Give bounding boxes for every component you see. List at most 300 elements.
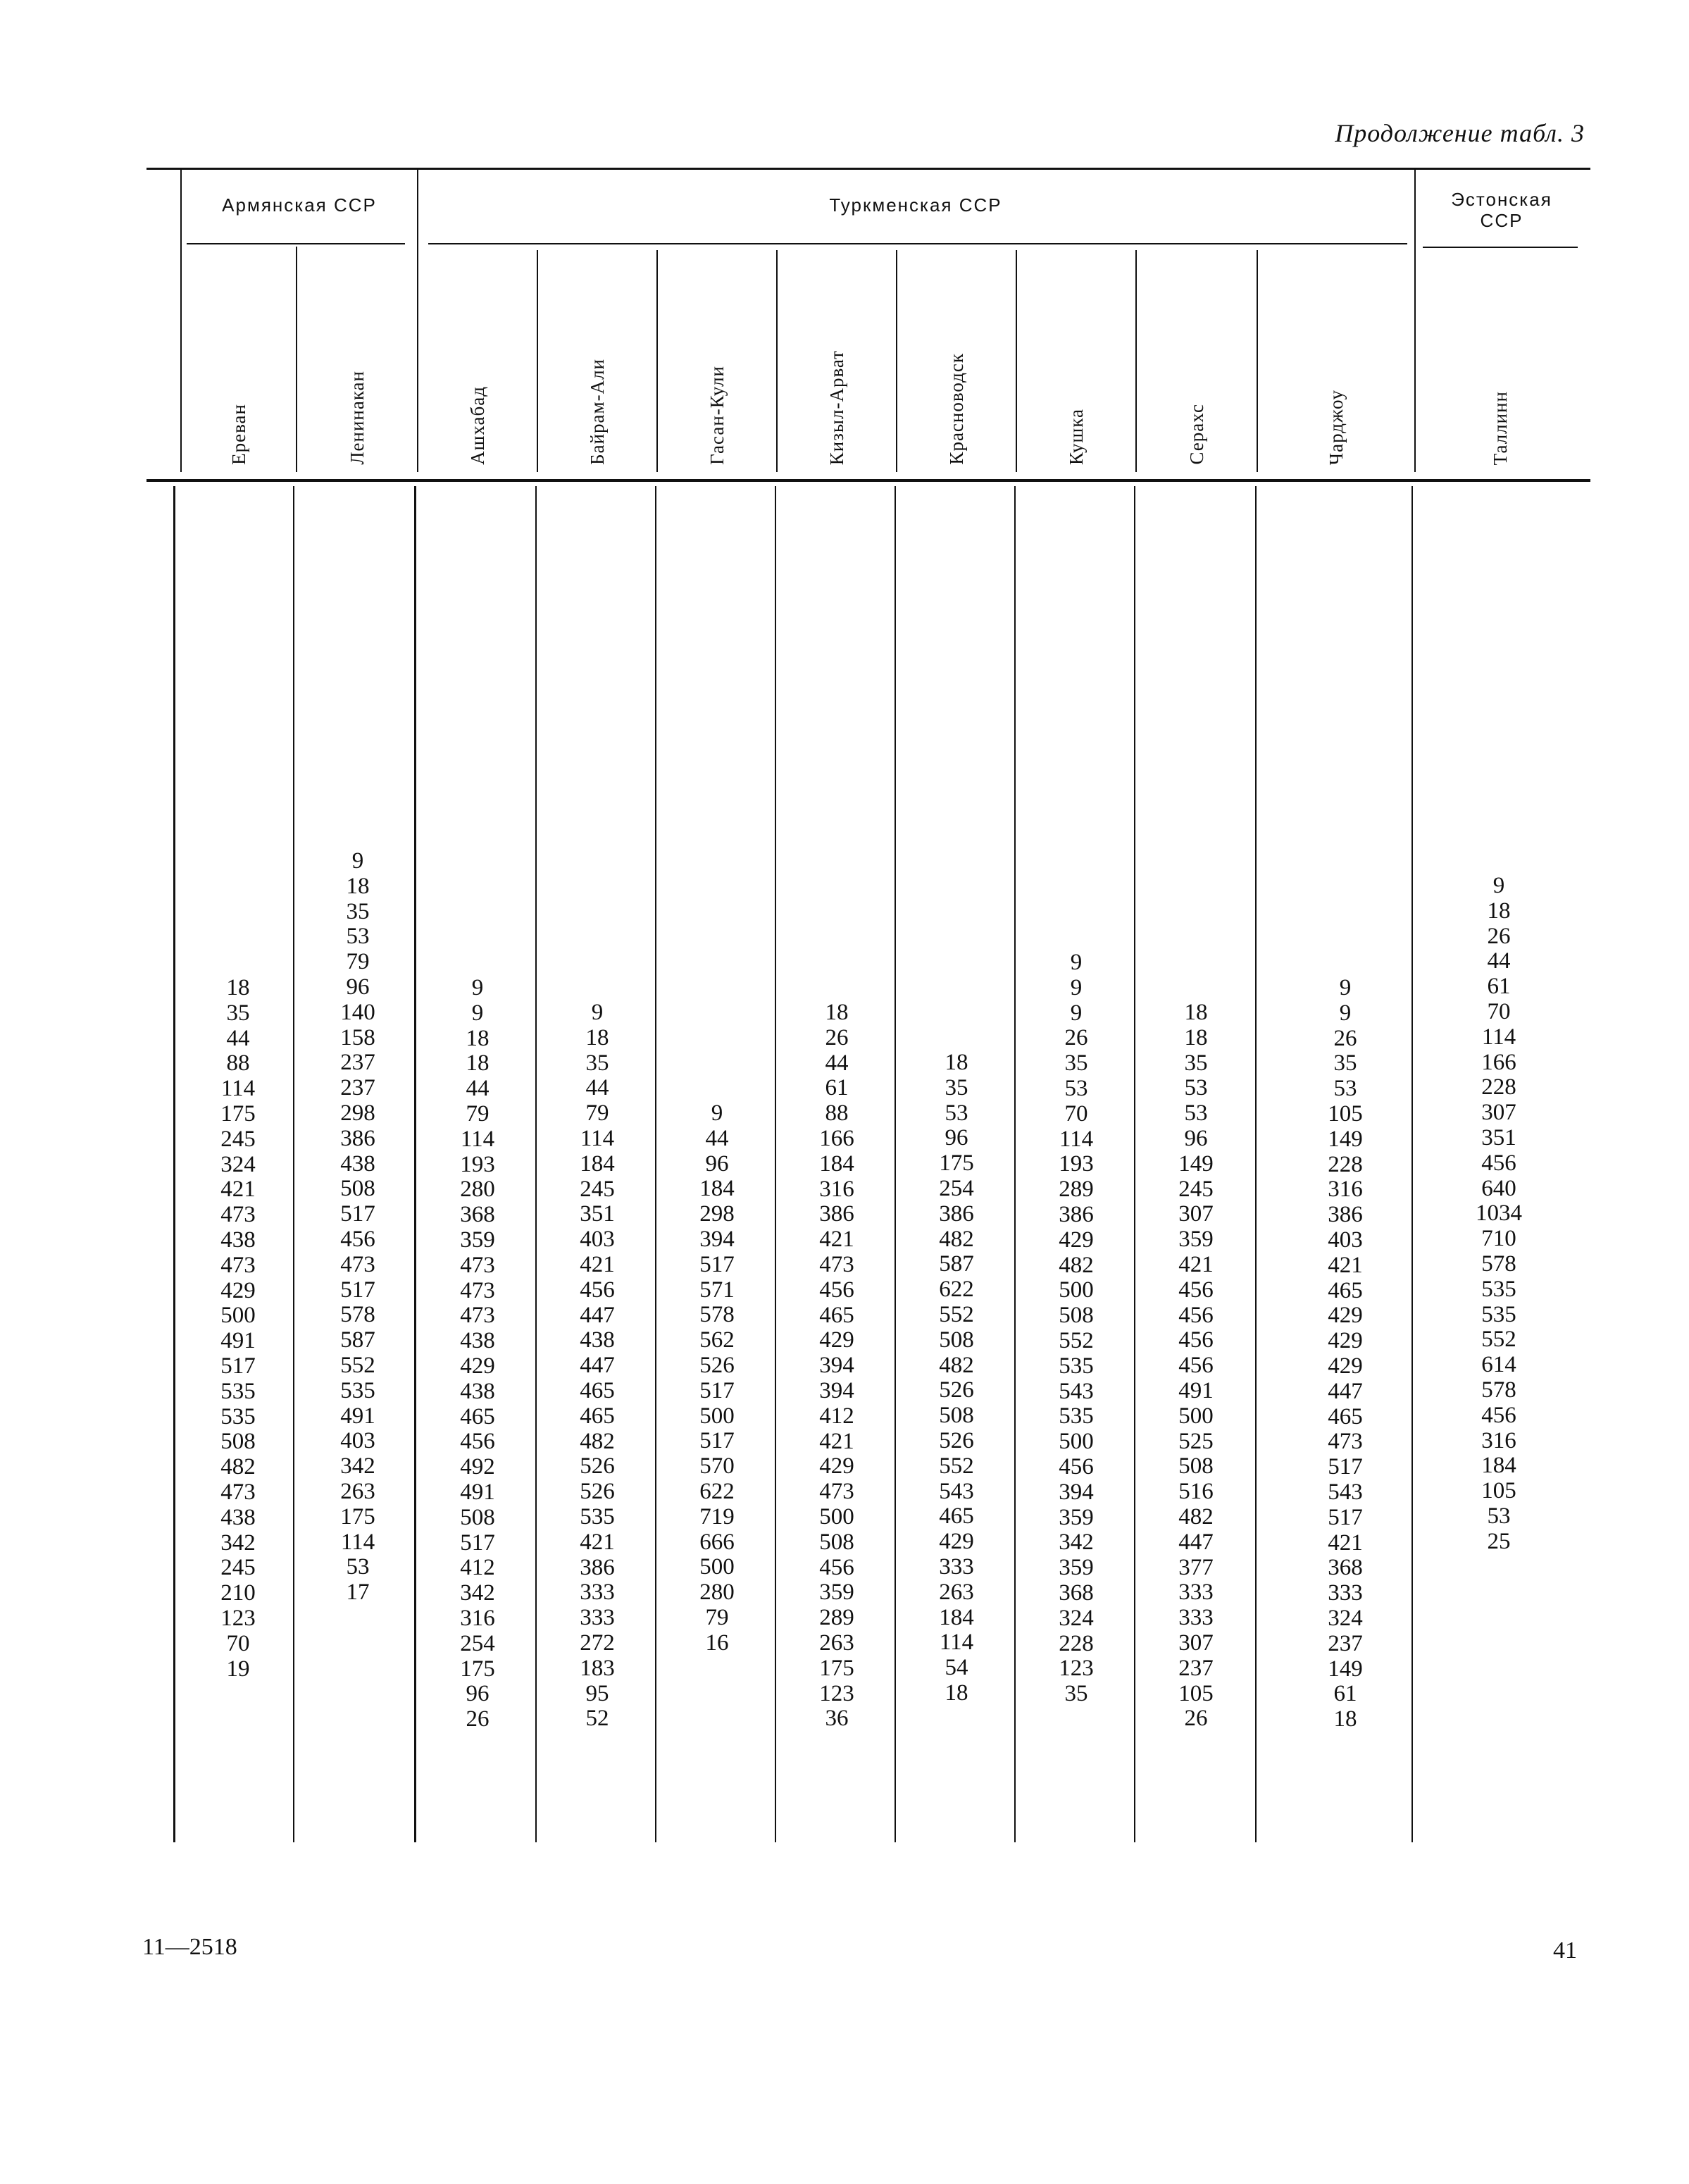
table-cell: 578 xyxy=(699,1302,735,1328)
armenia-group-rule xyxy=(187,243,405,244)
table-cell: 710 xyxy=(1481,1226,1516,1252)
table-cell: 149 xyxy=(1328,1126,1363,1152)
table-cell: 79 xyxy=(705,1604,729,1630)
table-cell: 17 xyxy=(346,1580,370,1606)
table-cell: 516 xyxy=(1178,1479,1214,1505)
data-column-gasan-kuli xyxy=(675,1101,759,1656)
table-cell: 175 xyxy=(220,1100,256,1127)
table-cell: 1034 xyxy=(1476,1200,1522,1227)
table-cell: 245 xyxy=(220,1555,256,1581)
table-cell: 342 xyxy=(460,1580,495,1606)
table-cell: 473 xyxy=(220,1252,256,1278)
table-cell: 298 xyxy=(340,1100,375,1126)
table-cell: 447 xyxy=(580,1302,615,1328)
table-cell: 482 xyxy=(939,1226,974,1252)
table-cell: 465 xyxy=(819,1302,854,1328)
table-cell: 543 xyxy=(1328,1479,1363,1505)
table-cell: 26 xyxy=(825,1024,849,1050)
column-header-kushka xyxy=(1017,254,1135,465)
table-cell: 61 xyxy=(825,1075,849,1101)
column-header-krasnovodsk xyxy=(897,254,1016,465)
table-cell: 359 xyxy=(1059,1504,1094,1530)
table-cell: 456 xyxy=(580,1277,615,1303)
column-header-label: Гасан-Кули xyxy=(706,366,728,465)
table-cell: 324 xyxy=(1328,1605,1363,1631)
table-cell: 44 xyxy=(825,1050,849,1076)
table-cell: 237 xyxy=(340,1050,375,1076)
column-header-label: Ереван xyxy=(228,404,249,465)
table-cell: 552 xyxy=(340,1352,375,1378)
table-cell: 53 xyxy=(1184,1100,1208,1127)
table-cell: 9 xyxy=(1070,1000,1083,1026)
table-cell: 316 xyxy=(819,1176,854,1202)
table-cell: 508 xyxy=(460,1504,495,1530)
column-header-bayram-ali xyxy=(538,254,656,465)
table-cell: 175 xyxy=(460,1656,495,1682)
table-cell: 394 xyxy=(819,1377,854,1403)
column-header-kizyl-arvat xyxy=(778,254,896,465)
column-header-label: Кизыл-Арват xyxy=(825,349,847,465)
table-cell: 123 xyxy=(220,1605,256,1631)
table-cell: 500 xyxy=(1178,1403,1214,1429)
table-cell: 482 xyxy=(580,1428,615,1454)
table-cell: 175 xyxy=(340,1503,375,1530)
column-header-yerevan xyxy=(182,254,296,465)
table-cell: 333 xyxy=(580,1580,615,1606)
table-cell: 438 xyxy=(220,1504,256,1530)
table-cell: 114 xyxy=(580,1125,615,1151)
table-cell: 526 xyxy=(939,1427,974,1453)
table-cell: 123 xyxy=(1059,1656,1094,1682)
table-cell: 535 xyxy=(1481,1301,1516,1327)
table-cell: 245 xyxy=(1178,1176,1214,1202)
table-cell: 114 xyxy=(340,1529,375,1555)
column-header-label: Байрам-Али xyxy=(586,359,608,465)
body-vrule xyxy=(293,486,294,1842)
table-cell: 307 xyxy=(1178,1201,1214,1227)
table-cell: 184 xyxy=(699,1176,735,1202)
table-cell: 508 xyxy=(939,1403,974,1429)
data-column-chardzhou xyxy=(1303,976,1388,1732)
table-cell: 272 xyxy=(580,1630,615,1656)
table-cell: 438 xyxy=(460,1328,495,1354)
table-cell: 535 xyxy=(220,1403,256,1429)
table-cell: 491 xyxy=(220,1328,256,1354)
column-header-label: Кушка xyxy=(1065,409,1087,465)
table-cell: 447 xyxy=(1178,1529,1214,1555)
table-cell: 587 xyxy=(340,1327,375,1353)
table-cell: 18 xyxy=(1184,1000,1208,1025)
table-cell: 535 xyxy=(220,1378,256,1404)
table-cell: 114 xyxy=(1481,1024,1516,1050)
table-cell: 482 xyxy=(939,1352,974,1378)
table-cell: 26 xyxy=(1333,1025,1357,1051)
table-cell: 184 xyxy=(819,1150,854,1177)
table-cell: 245 xyxy=(220,1126,256,1152)
table-cell: 9 xyxy=(1070,950,1083,975)
table-cell: 18 xyxy=(945,1050,968,1075)
table-cell: 552 xyxy=(939,1453,974,1479)
group-header-estonia xyxy=(1417,189,1586,231)
table-cell: 254 xyxy=(460,1630,495,1656)
table-cell: 35 xyxy=(226,1000,250,1026)
column-header-chardzhou xyxy=(1258,254,1414,465)
table-cell: 25 xyxy=(1487,1528,1511,1554)
table-cell: 526 xyxy=(939,1377,974,1403)
table-cell: 18 xyxy=(945,1680,968,1706)
page-number: 41 xyxy=(1553,1937,1577,1963)
table-cell: 316 xyxy=(1328,1177,1363,1203)
table-cell: 9 xyxy=(471,1000,484,1026)
table-cell: 421 xyxy=(1178,1251,1214,1277)
table-cell: 517 xyxy=(699,1428,735,1454)
table-cell: 535 xyxy=(1481,1276,1516,1302)
table-cell: 386 xyxy=(340,1125,375,1151)
column-header-ashkhabad xyxy=(418,254,537,465)
column-header-label: Чарджоу xyxy=(1325,389,1347,465)
top-rule xyxy=(147,168,1590,170)
table-cell: 359 xyxy=(1178,1227,1214,1253)
table-cell: 386 xyxy=(939,1200,974,1227)
table-cell: 473 xyxy=(460,1252,495,1278)
table-cell: 237 xyxy=(340,1075,375,1101)
table-cell: 508 xyxy=(939,1327,974,1353)
table-cell: 465 xyxy=(1328,1403,1363,1429)
table-cell: 403 xyxy=(1328,1227,1363,1253)
table-cell: 482 xyxy=(1059,1252,1094,1278)
table-cell: 52 xyxy=(585,1706,609,1732)
table-cell: 166 xyxy=(1481,1049,1516,1075)
table-cell: 535 xyxy=(580,1503,615,1530)
data-column-kushka xyxy=(1034,950,1118,1707)
table-cell: 473 xyxy=(460,1303,495,1329)
table-cell: 421 xyxy=(819,1428,854,1454)
table-cell: 54 xyxy=(945,1655,968,1681)
table-cell: 184 xyxy=(580,1150,615,1177)
table-cell: 517 xyxy=(1328,1504,1363,1530)
table-cell: 307 xyxy=(1481,1100,1516,1126)
table-cell: 421 xyxy=(819,1227,854,1253)
group-header-estonia-line2: ССР xyxy=(1480,210,1523,231)
table-cell: 95 xyxy=(585,1680,609,1706)
table-cell: 508 xyxy=(220,1429,256,1455)
table-cell: 53 xyxy=(1333,1076,1357,1102)
table-cell: 526 xyxy=(699,1352,735,1378)
table-cell: 500 xyxy=(819,1503,854,1530)
table-cell: 9 xyxy=(591,1000,604,1025)
table-cell: 552 xyxy=(939,1301,974,1327)
table-cell: 622 xyxy=(699,1478,735,1504)
table-cell: 307 xyxy=(1178,1630,1214,1656)
table-cell: 473 xyxy=(1328,1429,1363,1455)
table-cell: 614 xyxy=(1481,1352,1516,1378)
table-cell: 421 xyxy=(220,1177,256,1203)
body-vrule xyxy=(895,486,896,1842)
table-cell: 333 xyxy=(1178,1605,1214,1631)
table-cell: 456 xyxy=(1178,1302,1214,1328)
table-cell: 123 xyxy=(819,1680,854,1706)
table-cell: 184 xyxy=(1481,1453,1516,1479)
table-cell: 61 xyxy=(1487,974,1511,1000)
body-vrule xyxy=(775,486,776,1842)
table-cell: 482 xyxy=(1178,1503,1214,1530)
column-header-label: Ашхабад xyxy=(466,386,488,465)
table-cell: 19 xyxy=(226,1656,250,1682)
table-cell: 35 xyxy=(1333,1050,1357,1077)
table-cell: 517 xyxy=(699,1377,735,1403)
data-column-tallinn xyxy=(1457,874,1541,1555)
column-header-serakhs xyxy=(1137,254,1257,465)
table-cell: 79 xyxy=(466,1100,490,1127)
table-cell: 456 xyxy=(819,1277,854,1303)
table-cell: 53 xyxy=(346,924,370,950)
table-cell: 210 xyxy=(220,1580,256,1606)
body-vrule xyxy=(1134,486,1135,1842)
table-cell: 166 xyxy=(819,1125,854,1151)
table-cell: 456 xyxy=(340,1226,375,1252)
table-cell: 26 xyxy=(1184,1706,1208,1732)
table-cell: 429 xyxy=(939,1529,974,1555)
table-cell: 35 xyxy=(1064,1681,1088,1707)
table-cell: 500 xyxy=(220,1303,256,1329)
table-cell: 140 xyxy=(340,999,375,1025)
table-cell: 53 xyxy=(1064,1075,1088,1101)
table-cell: 351 xyxy=(580,1201,615,1227)
column-header-tallinn xyxy=(1416,254,1585,465)
table-cell: 263 xyxy=(819,1630,854,1656)
table-cell: 500 xyxy=(699,1554,735,1580)
table-cell: 465 xyxy=(939,1503,974,1530)
table-cell: 53 xyxy=(1487,1503,1511,1529)
table-cell: 465 xyxy=(580,1403,615,1429)
table-cell: 368 xyxy=(1059,1580,1094,1606)
data-column-ashkhabad xyxy=(435,976,520,1732)
table-cell: 36 xyxy=(825,1706,849,1732)
table-cell: 473 xyxy=(220,1202,256,1228)
table-cell: 114 xyxy=(460,1126,495,1152)
table-cell: 456 xyxy=(819,1554,854,1580)
table-cell: 412 xyxy=(460,1555,495,1581)
table-cell: 394 xyxy=(699,1226,735,1252)
table-cell: 96 xyxy=(705,1150,729,1177)
column-header-gasan-kuli xyxy=(658,254,776,465)
table-cell: 500 xyxy=(1059,1429,1094,1455)
table-cell: 316 xyxy=(1481,1427,1516,1453)
table-cell: 18 xyxy=(585,1024,609,1050)
table-cell: 289 xyxy=(819,1605,854,1631)
table-cell: 175 xyxy=(939,1150,974,1177)
data-column-krasnovodsk xyxy=(914,1050,999,1706)
table-cell: 35 xyxy=(585,1050,609,1076)
table-cell: 421 xyxy=(580,1251,615,1277)
table-cell: 342 xyxy=(340,1453,375,1479)
table-cell: 517 xyxy=(220,1353,256,1379)
table-cell: 44 xyxy=(705,1125,729,1151)
table-cell: 421 xyxy=(1328,1530,1363,1556)
table-cell: 465 xyxy=(580,1377,615,1403)
table-cell: 324 xyxy=(220,1151,256,1177)
table-cell: 175 xyxy=(819,1655,854,1681)
table-cell: 35 xyxy=(1184,1050,1208,1076)
body-vrule xyxy=(1255,486,1257,1842)
table-cell: 587 xyxy=(939,1251,974,1277)
table-cell: 254 xyxy=(939,1175,974,1201)
table-cell: 18 xyxy=(825,1000,849,1025)
table-cell: 438 xyxy=(460,1378,495,1404)
body-vrule xyxy=(1411,486,1413,1842)
table-cell: 79 xyxy=(346,949,370,975)
table-cell: 289 xyxy=(1059,1177,1094,1203)
column-header-leninakan xyxy=(297,254,417,465)
table-cell: 105 xyxy=(1481,1478,1516,1504)
table-cell: 237 xyxy=(1178,1655,1214,1681)
table-cell: 96 xyxy=(346,974,370,1000)
table-cell: 535 xyxy=(1059,1353,1094,1379)
table-cell: 9 xyxy=(1070,974,1083,1000)
table-cell: 114 xyxy=(220,1076,256,1102)
table-cell: 525 xyxy=(1178,1428,1214,1454)
table-cell: 35 xyxy=(346,898,370,924)
table-cell: 394 xyxy=(819,1353,854,1379)
table-cell: 552 xyxy=(1059,1327,1094,1353)
table-cell: 26 xyxy=(466,1706,490,1732)
table-cell: 438 xyxy=(220,1227,256,1253)
table-cell: 44 xyxy=(226,1025,250,1051)
table-cell: 543 xyxy=(1059,1378,1094,1404)
table-cell: 96 xyxy=(1184,1125,1208,1151)
table-cell: 193 xyxy=(460,1151,495,1177)
table-cell: 473 xyxy=(819,1251,854,1277)
data-column-kizyl-arvat xyxy=(794,1000,879,1732)
table-cell: 543 xyxy=(939,1478,974,1504)
table-cell: 465 xyxy=(460,1403,495,1429)
table-cell: 18 xyxy=(1184,1024,1208,1050)
table-cell: 456 xyxy=(1178,1277,1214,1303)
body-vrule xyxy=(655,486,656,1842)
table-cell: 429 xyxy=(1059,1227,1094,1253)
table-cell: 535 xyxy=(340,1377,375,1403)
table-cell: 158 xyxy=(340,1024,375,1050)
table-cell: 26 xyxy=(1487,923,1511,949)
table-cell: 482 xyxy=(220,1454,256,1480)
table-cell: 79 xyxy=(585,1100,609,1127)
table-cell: 114 xyxy=(1059,1126,1094,1152)
table-cell: 70 xyxy=(1064,1100,1088,1127)
table-cell: 105 xyxy=(1328,1100,1363,1127)
table-cell: 377 xyxy=(1178,1554,1214,1580)
table-cell: 16 xyxy=(705,1630,729,1656)
table-cell: 465 xyxy=(1328,1277,1363,1303)
table-cell: 26 xyxy=(1064,1025,1088,1051)
table-cell: 447 xyxy=(1328,1378,1363,1404)
body-vrule xyxy=(535,486,537,1842)
column-header-label: Ленинакан xyxy=(346,371,368,465)
table-cell: 456 xyxy=(1481,1150,1516,1176)
table-cell: 359 xyxy=(819,1580,854,1606)
table-cell: 570 xyxy=(699,1453,735,1479)
table-cell: 359 xyxy=(1059,1555,1094,1581)
table-cell: 18 xyxy=(346,873,370,899)
table-cell: 18 xyxy=(226,975,250,1000)
table-cell: 473 xyxy=(220,1479,256,1505)
table-cell: 429 xyxy=(220,1277,256,1303)
table-cell: 53 xyxy=(1184,1075,1208,1101)
table-cell: 456 xyxy=(1481,1402,1516,1428)
table-cell: 508 xyxy=(1059,1303,1094,1329)
table-cell: 447 xyxy=(580,1353,615,1379)
table-cell: 96 xyxy=(466,1681,490,1707)
footer-code: 11—2518 xyxy=(142,1934,237,1960)
table-cell: 562 xyxy=(699,1327,735,1353)
table-cell: 368 xyxy=(1328,1555,1363,1581)
table-cell: 386 xyxy=(1059,1201,1094,1227)
table-cell: 491 xyxy=(1178,1377,1214,1403)
table-cell: 237 xyxy=(1328,1630,1363,1656)
table-cell: 88 xyxy=(226,1050,250,1077)
table-cell: 18 xyxy=(466,1025,490,1051)
table-cell: 403 xyxy=(580,1227,615,1253)
data-column-leninakan xyxy=(316,849,400,1606)
table-cell: 18 xyxy=(1333,1706,1357,1732)
table-cell: 18 xyxy=(1487,898,1511,924)
table-cell: 578 xyxy=(1481,1377,1516,1403)
table-cell: 44 xyxy=(585,1075,609,1101)
table-cell: 526 xyxy=(580,1479,615,1505)
column-header-label: Таллинн xyxy=(1489,390,1511,465)
table-cell: 228 xyxy=(1481,1074,1516,1100)
table-cell: 500 xyxy=(699,1403,735,1429)
table-cell: 386 xyxy=(580,1554,615,1580)
table-cell: 9 xyxy=(351,848,364,874)
table-cell: 429 xyxy=(460,1353,495,1379)
table-cell: 44 xyxy=(466,1076,490,1102)
table-caption: Продолжение табл. 3 xyxy=(1335,119,1585,147)
table-cell: 412 xyxy=(819,1403,854,1429)
column-header-label: Серахс xyxy=(1185,404,1207,465)
table-cell: 342 xyxy=(220,1530,256,1556)
table-cell: 228 xyxy=(1059,1630,1094,1656)
table-cell: 622 xyxy=(939,1277,974,1303)
table-cell: 245 xyxy=(580,1176,615,1202)
body-vrule xyxy=(173,486,175,1842)
table-cell: 517 xyxy=(699,1251,735,1277)
table-cell: 456 xyxy=(460,1429,495,1455)
table-cell: 280 xyxy=(460,1177,495,1203)
data-column-bayram-ali xyxy=(555,1000,640,1732)
table-cell: 526 xyxy=(580,1453,615,1479)
group-header-estonia-line1: Эстонская xyxy=(1451,189,1552,210)
table-cell: 429 xyxy=(1328,1303,1363,1329)
table-cell: 114 xyxy=(939,1630,974,1656)
table-cell: 473 xyxy=(460,1277,495,1303)
group-header-turkmen: Туркменская ССР xyxy=(829,194,1002,216)
table-cell: 96 xyxy=(945,1125,968,1151)
table-cell: 491 xyxy=(460,1479,495,1505)
table-cell: 9 xyxy=(711,1100,723,1126)
column-header-label: Красноводск xyxy=(945,353,967,465)
table-cell: 571 xyxy=(699,1277,735,1303)
table-cell: 359 xyxy=(460,1227,495,1253)
table-cell: 263 xyxy=(340,1478,375,1504)
table-cell: 53 xyxy=(945,1100,968,1126)
table-cell: 508 xyxy=(1178,1453,1214,1479)
table-cell: 386 xyxy=(1328,1202,1363,1228)
table-cell: 149 xyxy=(1328,1656,1363,1682)
table-cell: 429 xyxy=(819,1453,854,1479)
header-bottom-rule xyxy=(147,479,1590,482)
table-cell: 640 xyxy=(1481,1175,1516,1201)
table-cell: 342 xyxy=(1059,1530,1094,1556)
